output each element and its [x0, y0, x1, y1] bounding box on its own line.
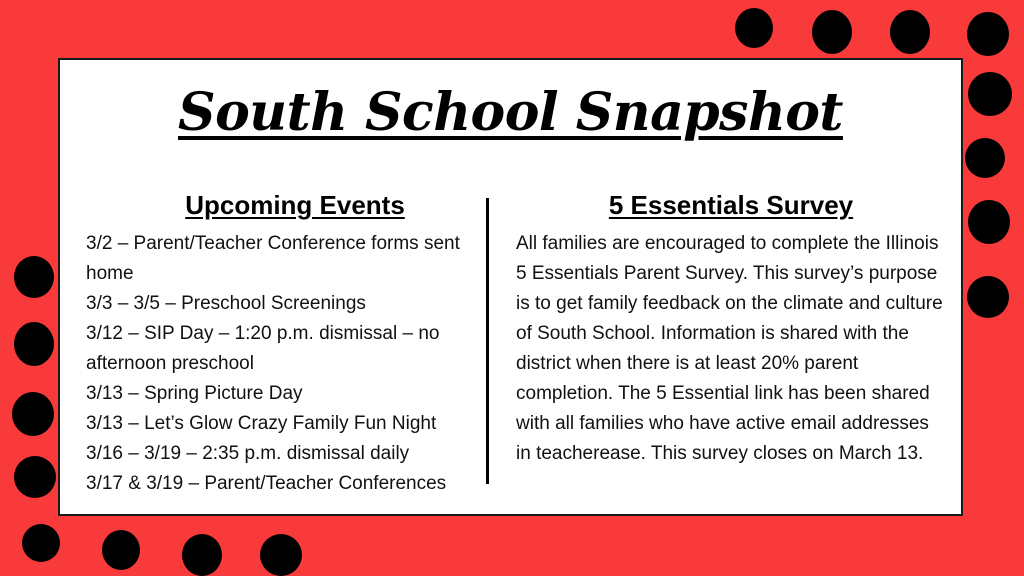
- decorative-dot: [12, 392, 54, 436]
- decorative-dot: [812, 10, 852, 54]
- column-divider: [486, 198, 489, 484]
- decorative-dot: [182, 534, 222, 576]
- decorative-dot: [967, 276, 1009, 318]
- survey-heading: 5 Essentials Survey: [608, 190, 854, 220]
- decorative-dot: [102, 530, 140, 570]
- event-item: 3/2 – Parent/Teacher Conference forms sent home: [86, 233, 460, 284]
- survey-body: All families are encouraged to complete the Illinois 5 Essentials Parent Survey. This survey’s purpose is to get family feedback on the climate and culture of South School. Information is shared with the district when there is at least 20% parent completion. The 5 Essential link has been shared with all families who have active email addresses in teacherease. This survey closes on March 13.: [516, 233, 943, 464]
- snapshot-card: [58, 58, 963, 516]
- upcoming-events-section: [86, 190, 486, 499]
- event-item: 3/17 & 3/19 – Parent/Teacher Conferences: [86, 473, 447, 494]
- event-item: 3/16 – 3/19 – 2:35 p.m. dismissal daily: [86, 443, 410, 464]
- decorative-dot: [967, 12, 1009, 56]
- decorative-dot: [890, 10, 930, 54]
- event-item: 3/3 – 3/5 – Preschool Screenings: [86, 293, 366, 314]
- survey-section: [516, 190, 946, 469]
- decorative-dot: [735, 8, 773, 48]
- upcoming-events-heading: Upcoming Events: [185, 190, 405, 220]
- decorative-dot: [260, 534, 302, 576]
- page-title: South School Snapshot: [178, 82, 843, 143]
- event-item: 3/13 – Spring Picture Day: [86, 383, 303, 404]
- decorative-dot: [965, 138, 1005, 178]
- events-list: [86, 229, 486, 499]
- decorative-dot: [14, 456, 56, 498]
- decorative-dot: [968, 200, 1010, 244]
- event-item: 3/13 – Let’s Glow Crazy Family Fun Night: [86, 413, 437, 434]
- event-item: 3/12 – SIP Day – 1:20 p.m. dismissal – no afternoon preschool: [86, 323, 440, 374]
- decorative-dot: [968, 72, 1012, 116]
- decorative-dot: [14, 322, 54, 366]
- decorative-dot: [14, 256, 54, 298]
- decorative-dot: [22, 524, 60, 562]
